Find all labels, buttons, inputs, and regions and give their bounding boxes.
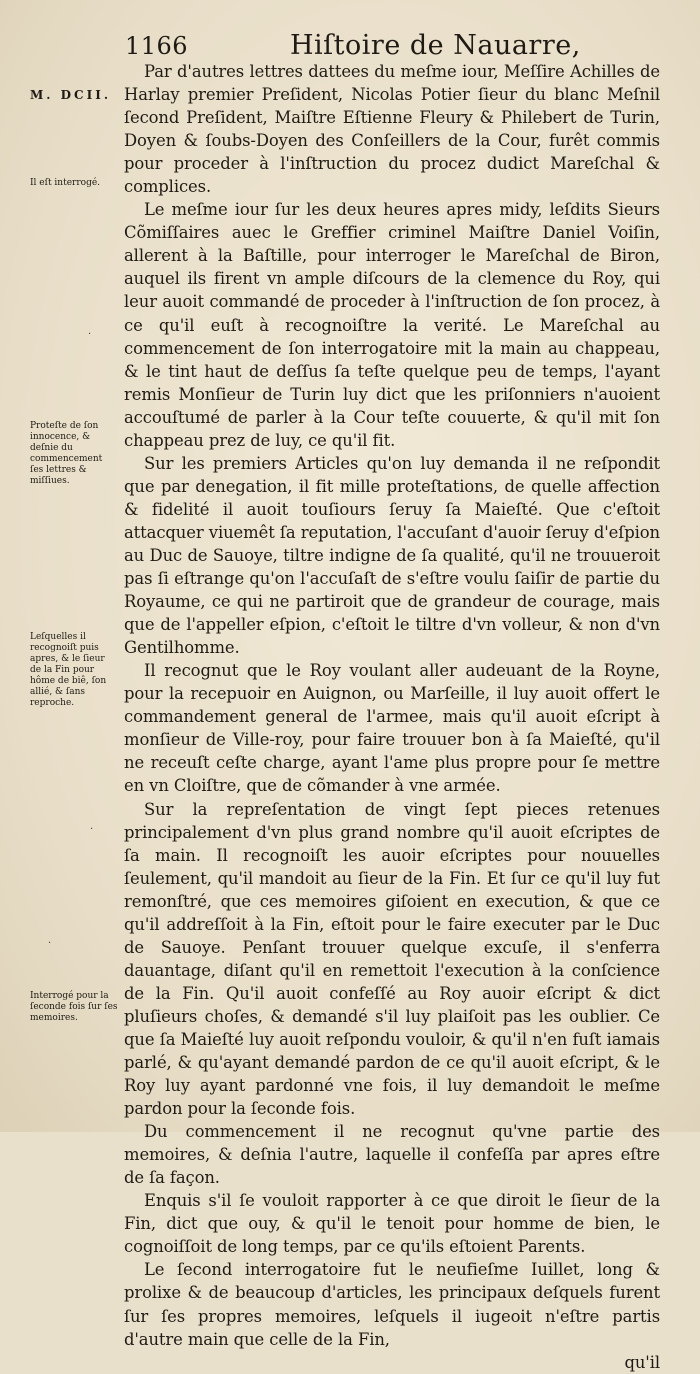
margin-mark: · [48, 938, 52, 949]
margin-year: M. DCII. [30, 88, 111, 102]
margin-note-recognizes-letters: Leſquelles il recognoiſt puis apres, & le ſieur de la Fin pour hôme de biê, ſon allié, & ſans reproche. [30, 632, 107, 708]
margin-note-protest-innocence: Proteſte de ſon innocence, & deſnie du commencement ſes lettres & miſſiues. [30, 421, 103, 486]
page-header [0, 28, 700, 64]
body-text [124, 60, 660, 1374]
paragraph: Le meſme iour ſur les deux heures apres midy, leſdits Sieurs Cõmiſſaires auec le Greffier criminel Maiſtre Daniel Voiſin, allerent à la Baſtille, pour interroger le Mareſchal de Biron, auquel ils firent vn ample diſcours de la clemence du Roy, qui leur auoit commandé de proceder à l'inſtruction de ſon procez, à ce qu'il euſt à recognoiſtre la verité. Le Mareſchal au commencement de ſon interrogatoire mit la main au chappeau, & le tint haut de deſſus ſa teſte quelque peu de temps, l'ayant remis Monſieur de Turin luy dict que les priſonniers n'auoient accouſtumé de parler à la Cour teſte couuerte, & qu'il mit ſon chappeau prez de luy, ce qu'il fit. [124, 200, 660, 450]
paragraph: Sur la repreſentation de vingt ſept pieces retenues principalement d'vn plus grand nombre qu'il auoit eſcriptes de ſa main. Il recognoiſt les auoir eſcriptes pour nouuelles ſeulement, qu'il mandoit au ſieur de la Fin. Et ſur ce qu'il luy fut remonſtré, que ces memoires giſoient en execution, & que ce qu'il addreſſoit à la Fin, eſtoit pour le faire executer par le Duc de Sauoye. Penſant trouuer quelque excuſe, il s'enferra dauantage, diſant qu'il en remettoit l'execution à la conſcience de la Fin. Qu'il auoit confeſſé au Roy auoir eſcript & dict pluſieurs choſes, & demandé s'il luy plaiſoit pas les oublier. Ce que ſa Maieſté luy auoit reſpondu vouloir, & qu'il n'en fuſt iamais parlé, & qu'ayant demandé pardon de ce qu'il auoit eſcript, & le Roy luy ayant pardonné vne fois, il luy demandoit le meſme pardon pour la ſeconde fois. [124, 799, 660, 1119]
margin-note-interrogation: Il eſt interrogé. [30, 178, 101, 188]
running-title: Hiſtoire de Nauarre, [290, 30, 581, 61]
paragraph: Il recognut que le Roy voulant aller audeuant de la Royne, pour la recepuoir en Auignon, ou Marſeille, il luy auoit offert le commandement general de l'armee, mais qu'il auoit eſcript à monſieur de Ville-roy, pour faire trouuer bon à ſa Maieſté, qu'il ne receuſt ceſte charge, ayant l'ame plus propre pour ſe mettre en vn Cloiſtre, que de cõmander à vne armée. [124, 661, 660, 796]
paragraph: Enquis s'il ſe vouloit rapporter à ce que diroit le ſieur de la Fin, dict que ouy, & qu'il le tenoit pour homme de bien, le cognoiſſoit de long temps, par ce qu'ils eſtoient Parents. [124, 1191, 660, 1257]
margin-mark: · [90, 824, 94, 835]
paragraph: Par d'autres lettres dattees du meſme iour, Meſſire Achilles de Harlay premier Preſident, Nicolas Potier ſieur du blanc Meſnil ſecond Preſident, Maiſtre Eſtienne Fleury & Philebert de Turin, Doyen & ſoubs-Doyen des Conſeillers de la Cour, furêt commis pour proceder à l'inſtruction du procez dudict Mareſchal & complices. [124, 62, 660, 197]
page-number: 1166 [125, 32, 189, 60]
paragraph: Le ſecond interrogatoire fut le neufieſme Iuillet, long & prolixe & de beaucoup d'articles, les principaux deſquels furent ſur ſes propres memoires, leſquels il iugeoit n'eſtre partis d'autre main que celle de la Fin, [124, 1260, 660, 1349]
margin-mark: · [88, 329, 92, 340]
catchword: qu'il [624, 1352, 660, 1372]
paragraph: Sur les premiers Articles qu'on luy demanda il ne reſpondit que par denegation, il fit mille proteſtations, de quelle affection & fidelité il auoit touſiours ſeruy ſa Maieſté. Que c'eſtoit attacquer viuemêt ſa reputation, l'accuſant d'auoir ſeruy d'eſpion au Duc de Sauoye, tiltre indigne de ſa qualité, qu'il ne trouueroit pas ſi eſtrange qu'on l'accuſaſt de s'eſtre voulu ſaiſir de partie du Royaume, ce qui ne partiroit que de grandeur de courage, mais que de l'appeller eſpion, c'eſtoit le tiltre d'vn volleur, & non d'vn Gentilhomme. [124, 453, 660, 658]
margin-note-second-interrogation: Interrogé pour la ſeconde fois ſur ſes memoires. [30, 991, 118, 1023]
paragraph: Du commencement il ne recognut qu'vne partie des memoires, & deſnia l'autre, laquelle il confeſſa par apres eſtre de ſa façon. [124, 1122, 660, 1188]
